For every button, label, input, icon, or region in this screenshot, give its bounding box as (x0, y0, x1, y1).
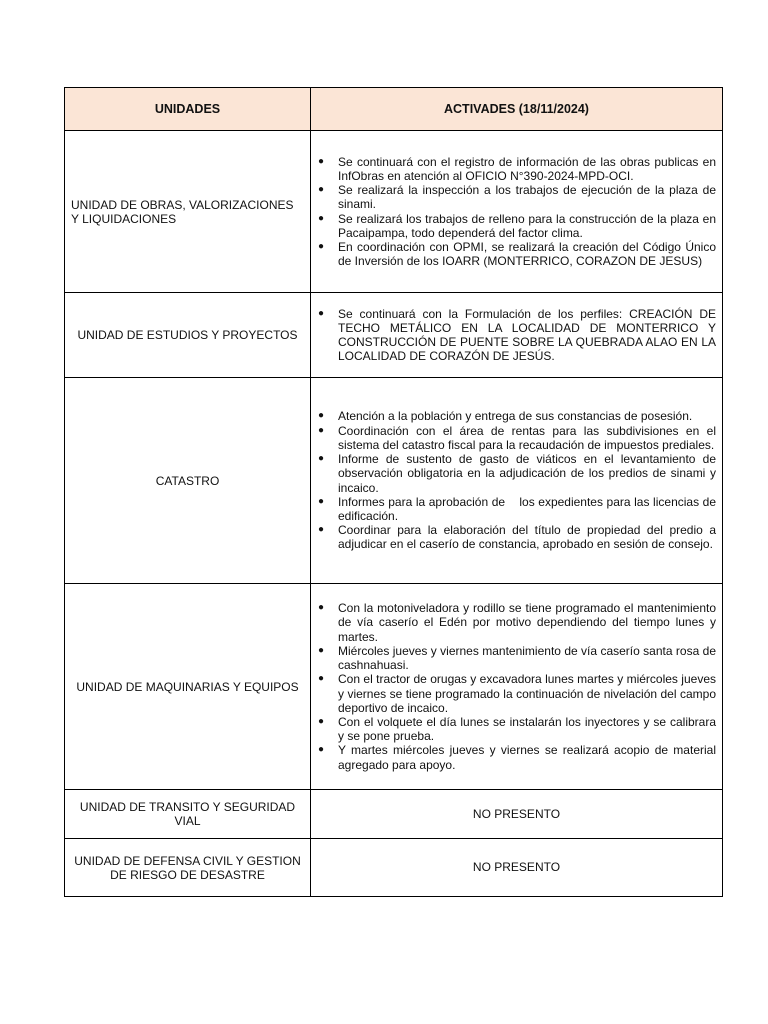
list-item (317, 644, 716, 672)
header-actividades: ACTIVADES (18/11/2024) (311, 88, 723, 131)
activity-text: Coordinar para la elaboración del título de propiedad del predio a adjudicar en el caserío de constancia, aprobado en sesión de consejo. (338, 523, 716, 552)
list-item (317, 409, 716, 423)
list-item (317, 155, 716, 183)
status-text: NO PRESENTO (311, 839, 723, 897)
bullet-icon: ● (318, 744, 325, 756)
activity-list (317, 601, 716, 771)
activity-text: Con el volquete el día lunes se instalarán los inyectores y se calibrara y se pone prueba. (338, 714, 716, 744)
activities-cell (311, 378, 723, 584)
bullet-icon: ● (318, 673, 325, 685)
table-row (65, 131, 723, 293)
table-row (65, 378, 723, 584)
unit-name: UNIDAD DE OBRAS, VALORIZACIONES Y LIQUIDACIONES (65, 131, 311, 293)
activity-text: Con la motoniveladora y rodillo se tiene programado el mantenimiento de vía caserío el Edén por motivo dependiendo del tiempo lunes y martes. (338, 601, 716, 644)
list-item (317, 212, 716, 240)
list-item (317, 307, 716, 364)
list-item (317, 494, 720, 523)
list-item (317, 452, 716, 495)
activities-cell (311, 131, 723, 293)
status-text: NO PRESENTO (311, 790, 723, 839)
activity-text: Y martes miércoles jueves y viernes se realizará acopio de material agregado para apoyo. (338, 743, 716, 772)
activities-cell (311, 293, 723, 378)
list-item (317, 424, 716, 452)
activity-list (317, 155, 716, 269)
unit-name: UNIDAD DE MAQUINARIAS Y EQUIPOS (65, 584, 311, 790)
bullet-icon: ● (318, 453, 325, 465)
bullet-icon: ● (318, 240, 325, 252)
table-row (65, 790, 723, 839)
bullet-icon: ● (318, 307, 325, 319)
bullet-icon: ● (318, 410, 325, 422)
bullet-icon: ● (318, 184, 325, 196)
activity-list (317, 409, 720, 552)
list-item (317, 523, 716, 551)
activity-text: Informe de sustento de gasto de viáticos en el levantamiento de observación obligatoria en la adjudicación de los predios de sinami y incaico. (338, 452, 716, 495)
activity-text: Se continuará con la Formulación de los perfiles: CREACIÓN DE TECHO METÁLICO EN LA LOCALIDAD DE MONTERRICO Y CONSTRUCCIÓN DE PUENTE SOBRE LA QUEBRADA ALAO EN LA LOCALIDAD DE CORAZÓN DE JESÚS. (338, 306, 716, 364)
activity-text: Se realizará los trabajos de relleno para la construcción de la plaza en Pacaipampa, todo dependerá del factor clima. (338, 211, 716, 240)
table-row (65, 839, 723, 897)
list-item (317, 240, 716, 268)
unit-name: CATASTRO (65, 378, 311, 584)
list-item (317, 672, 716, 715)
activity-text: Se realizará la inspección a los trabajos de ejecución de la plaza de sinami. (338, 183, 716, 212)
activity-text: Con el tractor de orugas y excavadora lunes martes y miércoles jueves y viernes se tiene programado la continuación de nivelación del campo deportivo de incaico. (338, 672, 716, 715)
bullet-icon: ● (318, 644, 325, 656)
activity-text: Atención a la población y entrega de sus constancias de posesión. (338, 409, 693, 424)
unit-name: UNIDAD DE DEFENSA CIVIL Y GESTION DE RIESGO DE DESASTRE (65, 839, 311, 897)
list-item (317, 743, 716, 771)
activity-text: Se continuará con el registro de información de las obras publicas en InfObras en atención al OFICIO N°390-2024-MPD-OCI. (338, 154, 716, 183)
bullet-icon: ● (318, 212, 325, 224)
activity-list (317, 307, 716, 364)
unit-name: UNIDAD DE TRANSITO Y SEGURIDAD VIAL (65, 790, 311, 839)
bullet-icon: ● (318, 524, 325, 536)
bullet-icon: ● (318, 495, 325, 507)
activity-text: Coordinación con el área de rentas para las subdivisiones en el sistema del catastro fiscal para la recaudación de impuestos prediales. (338, 423, 716, 452)
list-item (317, 601, 716, 644)
table-row (65, 584, 723, 790)
table-header-row (65, 88, 723, 131)
bullet-icon: ● (318, 155, 325, 167)
activities-table (64, 87, 723, 897)
list-item (317, 183, 716, 211)
activities-cell (311, 584, 723, 790)
unit-name: UNIDAD DE ESTUDIOS Y PROYECTOS (65, 293, 311, 378)
bullet-icon: ● (318, 715, 325, 727)
activity-text: Informes para la aprobación de los expedientes para las licencias de edificación. (338, 494, 720, 523)
activity-text: En coordinación con OPMI, se realizará la creación del Código Único de Inversión de los IOARR (MONTERRICO, CORAZON DE JESUS) (338, 239, 716, 269)
list-item (317, 715, 716, 743)
activity-text: Miércoles jueves y viernes mantenimiento de vía caserío santa rosa de cashnahuasi. (338, 643, 716, 673)
header-unidades: UNIDADES (65, 88, 311, 131)
bullet-icon: ● (318, 602, 325, 614)
bullet-icon: ● (318, 424, 325, 436)
table-row (65, 293, 723, 378)
